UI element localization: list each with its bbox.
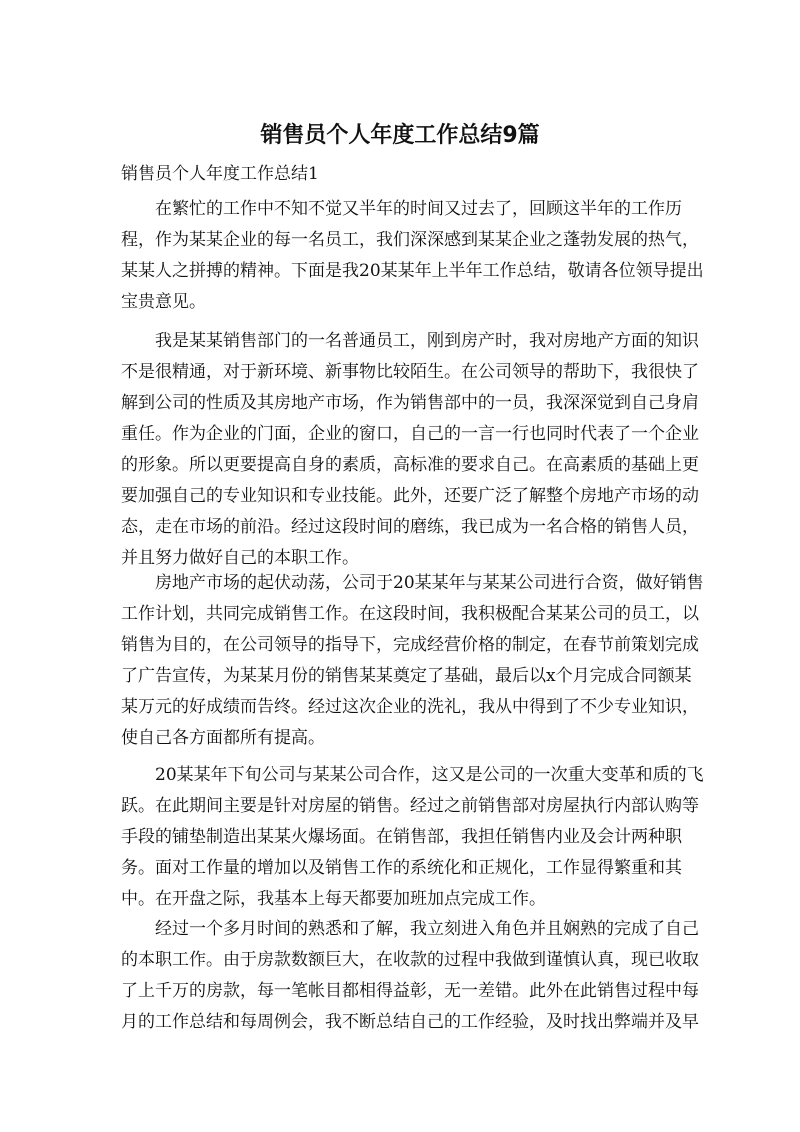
paragraph-3 bbox=[121, 568, 704, 754]
paragraph-line: 并且努力做好自己的本职工作。 bbox=[121, 548, 359, 568]
paragraph-line: 程，作为某某企业的每一名员工，我们深深感到某某企业之蓬勃发展的热气， bbox=[121, 230, 699, 250]
paragraph-4 bbox=[121, 760, 704, 915]
paragraph-line: 月的工作总结和每周例会，我不断总结自己的工作经验，及时找出弊端并及早 bbox=[121, 1012, 699, 1032]
paragraph-line: 了广告宣传，为某某月份的销售某某奠定了基础，最后以x个月完成合同额某 bbox=[121, 666, 692, 686]
paragraph-line: 重任。作为企业的门面，企业的窗口，自己的一言一行也同时代表了一个企业 bbox=[121, 424, 699, 444]
paragraph-line: 经过一个多月时间的熟悉和了解，我立刻进入角色并且娴熟的完成了自己 bbox=[155, 919, 699, 939]
paragraph-line: 了上千万的房款，每一笔帐目都相得益彰，无一差错。此外在此销售过程中每 bbox=[121, 981, 699, 1001]
paragraph-line: 不是很精通，对于新环境、新事物比较陌生。在公司领导的帮助下，我很快了 bbox=[121, 362, 699, 382]
paragraph-line: 房地产市场的起伏动荡，公司于20某某年与某某公司进行合资，做好销售 bbox=[155, 573, 704, 593]
paragraph-line: 使自己各方面都所有提高。 bbox=[121, 728, 325, 748]
paragraph-line: 中。在开盘之际，我基本上每天都要加班加点完成工作。 bbox=[121, 889, 546, 909]
paragraph-line: 宝贵意见。 bbox=[121, 292, 206, 312]
document-title: 销售员个人年度工作总结9篇 bbox=[260, 123, 540, 148]
paragraph-line: 手段的铺垫制造出某某火爆场面。在销售部，我担任销售内业及会计两种职 bbox=[121, 827, 682, 847]
paragraph-line: 要加强自己的专业知识和专业技能。此外，还要广泛了解整个房地产市场的动 bbox=[121, 486, 699, 506]
paragraph-line: 某某人之拼搏的精神。下面是我20某某年上半年工作总结，敬请各位领导提出 bbox=[121, 261, 704, 281]
paragraph-line: 销售为目的，在公司领导的指导下，完成经营价格的制定，在春节前策划完成 bbox=[121, 635, 699, 655]
paragraph-1 bbox=[121, 194, 704, 318]
section-heading: 销售员个人年度工作总结1 bbox=[121, 164, 319, 184]
paragraph-line: 解到公司的性质及其房地产市场，作为销售部中的一员，我深深觉到自己身肩 bbox=[121, 393, 699, 413]
paragraph-line: 态，走在市场的前沿。经过这段时间的磨练，我已成为一名合格的销售人员， bbox=[121, 517, 699, 537]
paragraph-line: 务。面对工作量的增加以及销售工作的系统化和正规化，工作显得繁重和其 bbox=[121, 858, 682, 878]
paragraph-line: 的本职工作。由于房款数额巨大，在收款的过程中我做到谨慎认真，现已收取 bbox=[121, 950, 699, 970]
paragraph-line: 在繁忙的工作中不知不觉又半年的时间又过去了，回顾这半年的工作历 bbox=[155, 199, 682, 219]
paragraph-line: 我是某某销售部门的一名普通员工，刚到房产时，我对房地产方面的知识 bbox=[155, 331, 699, 351]
paragraph-line: 某万元的好成绩而告终。经过这次企业的洗礼，我从中得到了不少专业知识， bbox=[121, 697, 699, 717]
paragraph-2 bbox=[121, 326, 699, 574]
paragraph-line: 跃。在此期间主要是针对房屋的销售。经过之前销售部对房屋执行内部认购等 bbox=[121, 796, 699, 816]
paragraph-5 bbox=[121, 914, 699, 1038]
paragraph-line: 工作计划，共同完成销售工作。在这段时间，我积极配合某某公司的员工，以 bbox=[121, 604, 699, 624]
paragraph-line: 的形象。所以更要提高自身的素质，高标准的要求自己。在高素质的基础上更 bbox=[121, 455, 699, 475]
paragraph-line: 20某某年下旬公司与某某公司合作，这又是公司的一次重大变革和质的飞 bbox=[155, 765, 704, 785]
